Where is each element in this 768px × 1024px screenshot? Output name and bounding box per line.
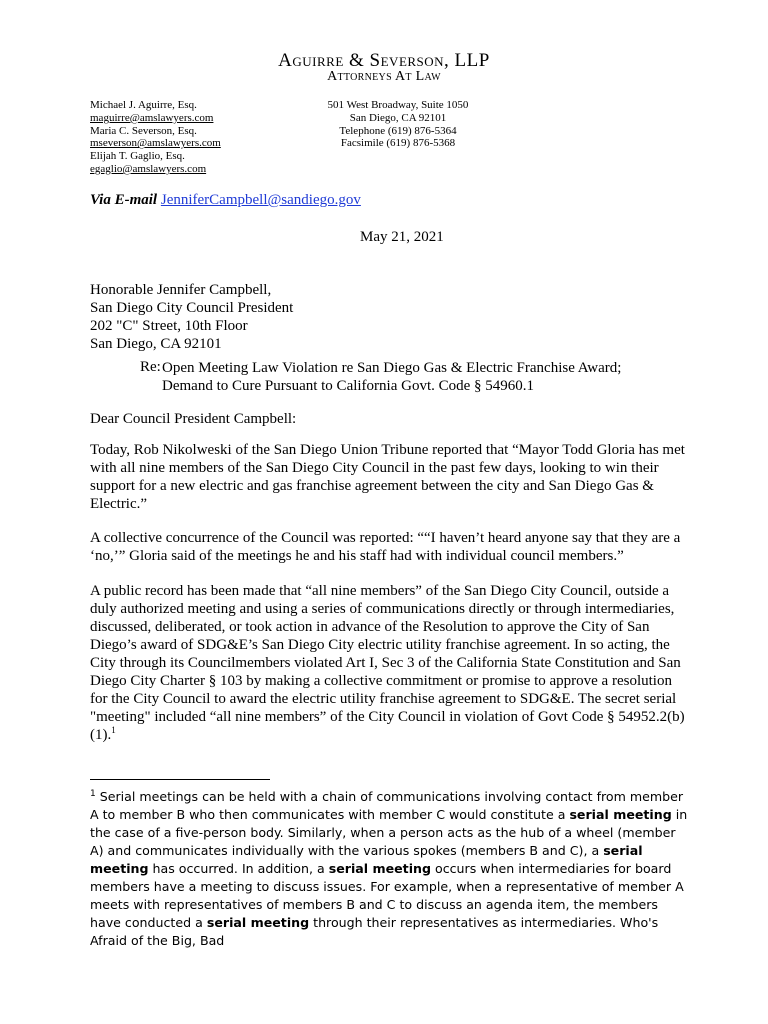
body-paragraph-3 — [90, 582, 690, 744]
office-city: San Diego, CA 92101 — [349, 111, 447, 124]
office-facsimile: Facsimile (619) 876-5368 — [340, 137, 456, 150]
subject-line-1: Open Meeting Law Violation re San Diego Gas & Electric Franchise Award; — [162, 360, 622, 376]
subject-line-2: Demand to Cure Pursuant to California Govt. Code § 54960.1 — [162, 378, 535, 394]
office-telephone: Telephone (619) 876-5364 — [339, 124, 457, 137]
footnote-text: through their representatives as intermediaries. Who's Afraid of the Big, Bad — [90, 915, 659, 948]
footnote-divider — [90, 779, 270, 780]
footnote-bold-term: serial meeting — [90, 843, 643, 876]
salutation: Dear Council President Campbell: — [90, 411, 297, 427]
footnote — [90, 788, 690, 950]
attorney-name: Michael J. Aguirre, Esq. — [90, 99, 197, 111]
letter-date: May 21, 2021 — [360, 229, 444, 245]
office-address — [298, 99, 498, 150]
recipient-address — [90, 281, 293, 353]
recipient-line: San Diego, CA 92101 — [90, 336, 222, 352]
attorney-email-link[interactable]: mseverson@amslawyers.com — [90, 137, 221, 150]
attorney-email-link[interactable]: maguirre@amslawyers.com — [90, 111, 214, 124]
re-label: Re: — [140, 359, 161, 375]
footnote-text: occurs when intermediaries for board members have a meeting to discuss issues. For example, when a representative of member A meets with representatives of members B and C to discuss an agenda item, the members have conducted a — [90, 861, 684, 930]
attorney-name: Elijah T. Gaglio, Esq. — [90, 150, 185, 163]
recipient-line: San Diego City Council President — [90, 300, 294, 316]
office-street: 501 West Broadway, Suite 1050 — [327, 99, 469, 111]
attorney-email-link[interactable]: egaglio@amslawyers.com — [90, 162, 207, 175]
firm-subtitle: Attorneys At Law — [327, 69, 441, 84]
footnote-bold-term: serial meeting — [569, 807, 672, 822]
footnote-reference[interactable]: 1 — [111, 725, 116, 735]
subject-line — [162, 359, 621, 395]
via-label: Via E-mail — [90, 192, 158, 208]
footnote-bold-term: serial meeting — [328, 861, 431, 876]
footnote-text: in the case of a five-person body. Similarly, when a person acts as the hub of a wheel (member A) and communicates individually with the various spokes (members B and C), a — [90, 807, 688, 858]
footnote-text: Serial meetings can be held with a chain of communications involving contact from member A to member B who then communicates with member C would constitute a — [90, 789, 684, 822]
recipient-line: Honorable Jennifer Campbell, — [90, 282, 272, 298]
firm-name: Aguirre & Severson, LLP — [278, 50, 490, 71]
attorney-list — [90, 99, 221, 176]
body-paragraph-1: Today, Rob Nikolweski of the San Diego Union Tribune reported that “Mayor Todd Gloria has met with all nine members of the San Diego City Council in the past few days, looking to win their support for a new electric and gas franchise agreement between the city and San Diego Gas & Electric.” — [90, 442, 685, 512]
footnote-bold-term: serial meeting — [206, 915, 310, 930]
footnote-number: 1 — [90, 788, 96, 799]
recipient-email-link[interactable]: JenniferCampbell@sandiego.gov — [160, 192, 361, 208]
recipient-line: 202 "C" Street, 10th Floor — [90, 318, 248, 334]
attorney-name: Maria C. Severson, Esq. — [90, 124, 197, 137]
body-paragraph-3-text: A public record has been made that “all nine members” of the San Diego City Council, outside a duly authorized meeting and using a series of communications directly or through intermediaries, discussed, deliberated, or took action in advance of the Resolution to approve the City of San Diego’s award of SDG&E’s San Diego City electric utility franchise agreement. In so acting, the City through its Councilmembers violated Art I, Sec 3 of the California State Constitution and San Diego City Charter § 103 by making a collective commitment or promise to approve a resolution for the City Council to award the electric utility franchise agreement to SDG&E. The secret serial "meeting" included “all nine members” of the City Council in violation of Govt Code § 54952.2(b)(1). — [90, 583, 685, 743]
footnote-text: has occurred. In addition, a — [148, 861, 329, 876]
body-paragraph-2: A collective concurrence of the Council was reported: ““I haven’t heard anyone say that they are a ‘no,’” Gloria said of the meetings he and his staff had with individual council members.” — [90, 530, 681, 564]
delivery-method — [90, 192, 361, 209]
